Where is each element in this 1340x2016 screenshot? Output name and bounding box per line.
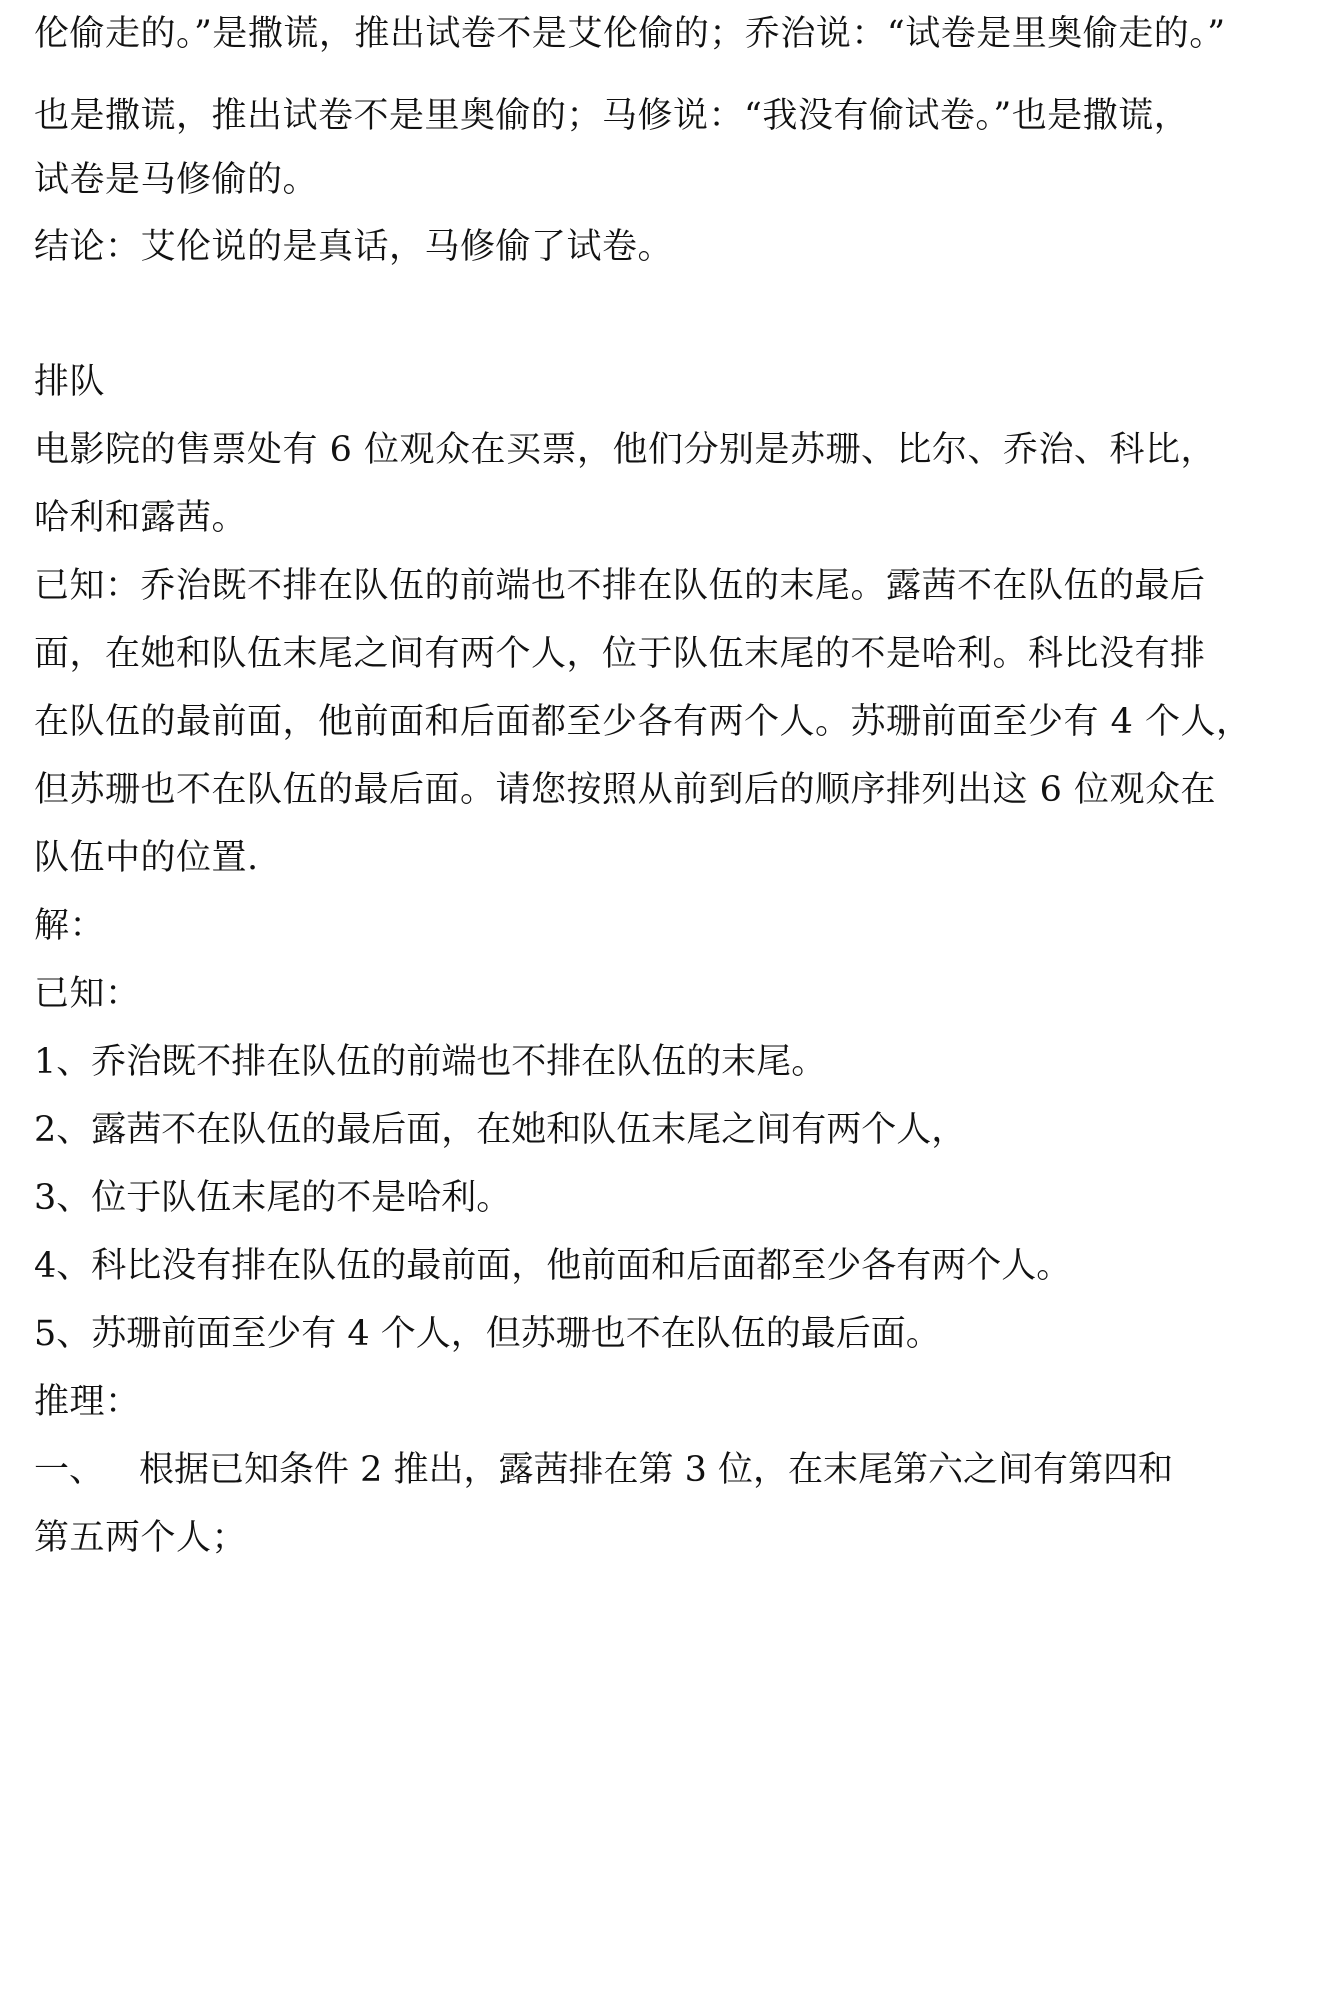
conclusion: 结论：艾伦说的是真话，马修偷了试卷。 — [34, 227, 674, 267]
section-title: 排队 — [34, 362, 106, 402]
problem-line-4: 面，在她和队伍末尾之间有两个人，位于队伍末尾的不是哈利。科比没有排 — [34, 634, 1206, 674]
known-item — [34, 1312, 941, 1356]
reasoning-item — [34, 1448, 1173, 1492]
reasoning-item-number: 一、 — [34, 1450, 105, 1490]
problem-line-6: 但苏珊也不在队伍的最后面。请您按照从前到后的顺序排列出这 6 位观众在 — [34, 770, 1217, 810]
known-item-text: 露茜不在队伍的最后面，在她和队伍末尾之间有两个人， — [91, 1110, 967, 1150]
reasoning-label: 推理： — [34, 1382, 141, 1422]
known-label: 已知： — [34, 974, 141, 1014]
known-item-number: 2、 — [34, 1110, 92, 1150]
problem-line-2: 哈利和露茜。 — [34, 498, 248, 538]
problem-line-5: 在队伍的最前面，他前面和后面都至少各有两个人。苏珊前面至少有 4 个人， — [34, 702, 1252, 742]
known-item-number: 5、 — [34, 1314, 92, 1354]
known-item — [34, 1244, 1071, 1288]
problem-line-7: 队伍中的位置. — [34, 838, 259, 878]
known-item-text: 苏珊前面至少有 4 个人，但苏珊也不在队伍的最后面。 — [91, 1314, 941, 1354]
reasoning-item-line-1: 根据已知条件 2 推出，露茜排在第 3 位，在末尾第六之间有第四和 — [139, 1450, 1174, 1490]
known-item-text: 位于队伍末尾的不是哈利。 — [91, 1178, 512, 1218]
reasoning-item-line-2: 第五两个人； — [34, 1518, 248, 1558]
solution-label: 解： — [34, 906, 106, 946]
problem-line-1: 电影院的售票处有 6 位观众在买票，他们分别是苏珊、比尔、乔治、科比， — [34, 430, 1217, 470]
known-item-number: 4、 — [34, 1246, 92, 1286]
known-item-number: 1、 — [34, 1042, 92, 1082]
known-item-text: 科比没有排在队伍的最前面，他前面和后面都至少各有两个人。 — [91, 1246, 1072, 1286]
known-item — [34, 1040, 826, 1084]
known-item — [34, 1108, 966, 1152]
known-item-text: 乔治既不排在队伍的前端也不排在队伍的末尾。 — [91, 1042, 827, 1082]
known-item — [34, 1176, 511, 1220]
problem-line-3: 已知：乔治既不排在队伍的前端也不排在队伍的末尾。露茜不在队伍的最后 — [34, 566, 1206, 606]
intro-line-2: 也是撒谎，推出试卷不是里奥偷的；马修说：“我没有偷试卷。”也是撒谎， — [34, 96, 1190, 136]
intro-line-3: 试卷是马修偷的。 — [34, 160, 319, 200]
intro-line-1: 伦偷走的。”是撒谎，推出试卷不是艾伦偷的；乔治说：“试卷是里奥偷走的。” — [34, 14, 1226, 54]
known-item-number: 3、 — [34, 1178, 92, 1218]
